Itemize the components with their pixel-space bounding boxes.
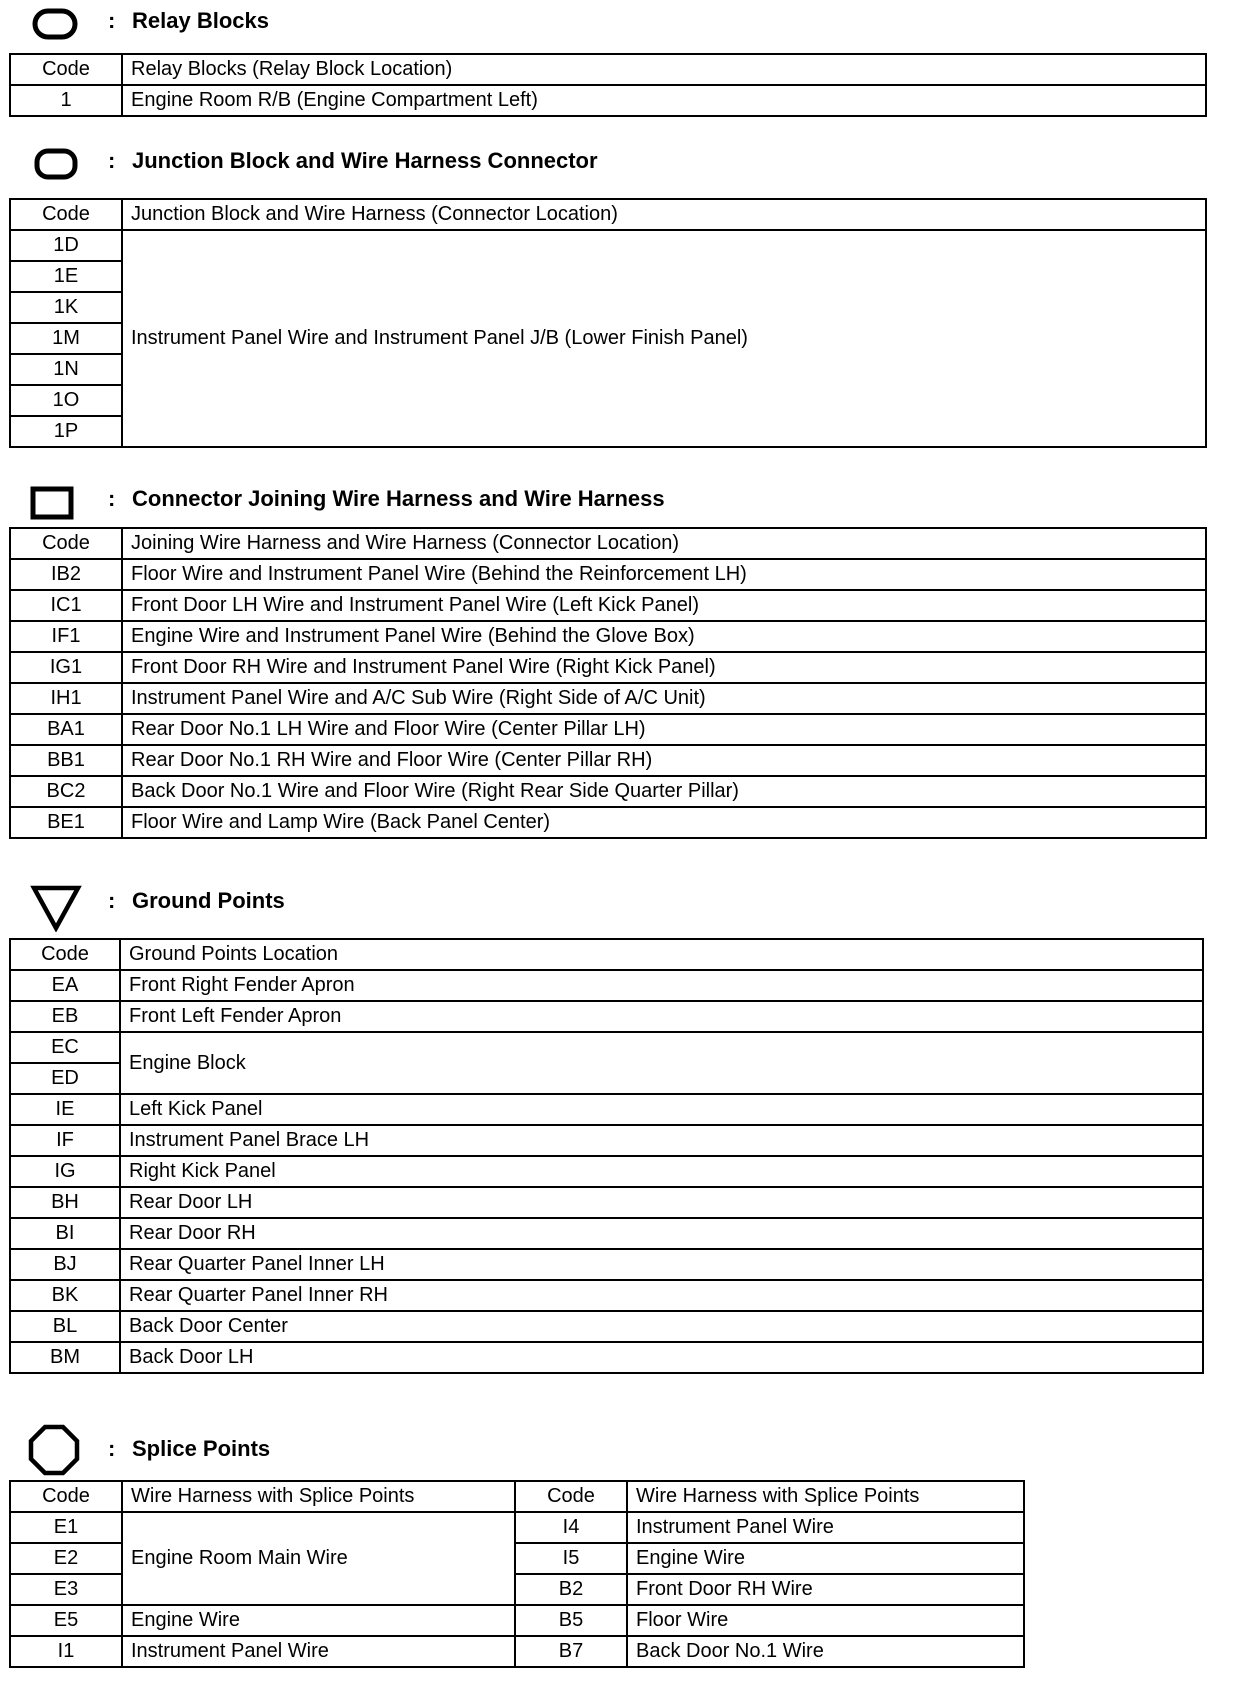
code-cell: B2 <box>515 1574 627 1605</box>
desc-cell: Back Door LH <box>120 1342 1203 1373</box>
table-row <box>10 1218 1203 1249</box>
table-row <box>10 85 1206 116</box>
code-cell: 1 <box>10 85 122 116</box>
desc-cell: Left Kick Panel <box>120 1094 1203 1125</box>
code-cell: IH1 <box>10 683 122 714</box>
table-row <box>10 1636 1024 1667</box>
junction-title: Junction Block and Wire Harness Connector <box>132 148 598 173</box>
code-cell: 1M <box>10 323 122 354</box>
table-header-row <box>10 1481 1024 1512</box>
splice-title: Splice Points <box>132 1436 271 1461</box>
code-cell: IC1 <box>10 590 122 621</box>
code-cell: 1N <box>10 354 122 385</box>
desc-cell: Front Left Fender Apron <box>120 1001 1203 1032</box>
code-cell: E2 <box>10 1543 122 1574</box>
rounded-oval-icon <box>32 8 78 40</box>
desc-cell: Back Door No.1 Wire <box>627 1636 1024 1667</box>
code-cell: IG1 <box>10 652 122 683</box>
ground-title: Ground Points <box>132 888 285 913</box>
header-desc: Relay Blocks (Relay Block Location) <box>122 54 1206 85</box>
table-row <box>10 1311 1203 1342</box>
code-cell: E5 <box>10 1605 122 1636</box>
header-code: Code <box>10 199 122 230</box>
table-row <box>10 1605 1024 1636</box>
code-cell: ED <box>10 1063 120 1094</box>
table-row <box>10 1156 1203 1187</box>
desc-cell: Rear Door RH <box>120 1218 1203 1249</box>
table-row <box>10 1249 1203 1280</box>
code-cell: BL <box>10 1311 120 1342</box>
table-row <box>10 559 1206 590</box>
table-row <box>10 714 1206 745</box>
table-header-row <box>10 199 1206 230</box>
table-header-row <box>10 54 1206 85</box>
code-cell: 1D <box>10 230 122 261</box>
desc-cell: Front Right Fender Apron <box>120 970 1203 1001</box>
code-cell: I1 <box>10 1636 122 1667</box>
code-cell: EB <box>10 1001 120 1032</box>
desc-cell: Instrument Panel Wire <box>122 1636 515 1667</box>
table-row <box>10 1125 1203 1156</box>
code-cell: BE1 <box>10 807 122 838</box>
header-desc: Wire Harness with Splice Points <box>122 1481 515 1512</box>
connector-title: Connector Joining Wire Harness and Wire Harness <box>132 486 665 511</box>
table-row <box>10 652 1206 683</box>
desc-cell: Engine Block <box>120 1032 1203 1094</box>
relay-table <box>9 53 1207 117</box>
desc-cell: Rear Door No.1 LH Wire and Floor Wire (Center Pillar LH) <box>122 714 1206 745</box>
desc-cell: Back Door No.1 Wire and Floor Wire (Right Rear Side Quarter Pillar) <box>122 776 1206 807</box>
table-row <box>10 807 1206 838</box>
table-row <box>10 1187 1203 1218</box>
desc-cell: Floor Wire and Lamp Wire (Back Panel Center) <box>122 807 1206 838</box>
ground-colon: : <box>108 888 116 913</box>
square-icon <box>30 486 74 520</box>
table-row <box>10 683 1206 714</box>
code-cell: E3 <box>10 1574 122 1605</box>
table-row <box>10 590 1206 621</box>
table-row <box>10 1032 1203 1063</box>
desc-cell: Front Door RH Wire and Instrument Panel Wire (Right Kick Panel) <box>122 652 1206 683</box>
code-cell: E1 <box>10 1512 122 1543</box>
junction-table <box>9 198 1207 448</box>
desc-cell: Engine Wire <box>627 1543 1024 1574</box>
code-cell: IE <box>10 1094 120 1125</box>
table-header-row <box>10 528 1206 559</box>
desc-cell: Instrument Panel Wire <box>627 1512 1024 1543</box>
code-cell: BH <box>10 1187 120 1218</box>
code-cell: B5 <box>515 1605 627 1636</box>
splice-colon: : <box>108 1436 116 1461</box>
header-code: Code <box>10 54 122 85</box>
header-code: Code <box>10 939 120 970</box>
desc-cell: Front Door LH Wire and Instrument Panel Wire (Left Kick Panel) <box>122 590 1206 621</box>
desc-cell: Rear Quarter Panel Inner LH <box>120 1249 1203 1280</box>
code-cell: BC2 <box>10 776 122 807</box>
table-row <box>10 745 1206 776</box>
code-cell: IG <box>10 1156 120 1187</box>
code-cell: 1P <box>10 416 122 447</box>
header-code: Code <box>10 1481 122 1512</box>
code-cell: I4 <box>515 1512 627 1543</box>
desc-cell: Engine Room Main Wire <box>122 1512 515 1605</box>
code-cell: I5 <box>515 1543 627 1574</box>
code-cell: BK <box>10 1280 120 1311</box>
header-desc: Joining Wire Harness and Wire Harness (Connector Location) <box>122 528 1206 559</box>
junction-colon: : <box>108 148 116 173</box>
desc-cell: Instrument Panel Brace LH <box>120 1125 1203 1156</box>
desc-cell: Engine Wire and Instrument Panel Wire (Behind the Glove Box) <box>122 621 1206 652</box>
desc-cell: Engine Room R/B (Engine Compartment Left) <box>122 85 1206 116</box>
code-cell: IF <box>10 1125 120 1156</box>
desc-cell: Front Door RH Wire <box>627 1574 1024 1605</box>
table-header-row <box>10 939 1203 970</box>
table-row <box>10 1094 1203 1125</box>
code-cell: 1E <box>10 261 122 292</box>
code-cell: BA1 <box>10 714 122 745</box>
desc-cell: Instrument Panel Wire and A/C Sub Wire (Right Side of A/C Unit) <box>122 683 1206 714</box>
table-row <box>10 776 1206 807</box>
desc-cell: Right Kick Panel <box>120 1156 1203 1187</box>
connector-table <box>9 527 1207 839</box>
desc-cell: Floor Wire and Instrument Panel Wire (Behind the Reinforcement LH) <box>122 559 1206 590</box>
table-row <box>10 1280 1203 1311</box>
table-row <box>10 1512 1024 1543</box>
header-code: Code <box>515 1481 627 1512</box>
desc-cell: Rear Door LH <box>120 1187 1203 1218</box>
desc-cell: Instrument Panel Wire and Instrument Panel J/B (Lower Finish Panel) <box>122 230 1206 447</box>
octagon-icon <box>28 1424 80 1476</box>
code-cell: EC <box>10 1032 120 1063</box>
code-cell: EA <box>10 970 120 1001</box>
desc-cell: Floor Wire <box>627 1605 1024 1636</box>
header-desc: Junction Block and Wire Harness (Connector Location) <box>122 199 1206 230</box>
table-row <box>10 621 1206 652</box>
code-cell: BI <box>10 1218 120 1249</box>
splice-table <box>9 1480 1025 1668</box>
table-row <box>10 230 1206 261</box>
table-row <box>10 1001 1203 1032</box>
header-code: Code <box>10 528 122 559</box>
desc-cell: Engine Wire <box>122 1605 515 1636</box>
table-row <box>10 1342 1203 1373</box>
code-cell: BB1 <box>10 745 122 776</box>
rounded-rect-icon <box>34 148 78 180</box>
desc-cell: Back Door Center <box>120 1311 1203 1342</box>
code-cell: 1O <box>10 385 122 416</box>
code-cell: BJ <box>10 1249 120 1280</box>
desc-cell: Rear Door No.1 RH Wire and Floor Wire (Center Pillar RH) <box>122 745 1206 776</box>
table-row <box>10 970 1203 1001</box>
triangle-down-icon <box>30 884 82 932</box>
header-desc: Wire Harness with Splice Points <box>627 1481 1024 1512</box>
code-cell: 1K <box>10 292 122 323</box>
relay-title: Relay Blocks <box>132 8 269 33</box>
code-cell: IF1 <box>10 621 122 652</box>
connector-colon: : <box>108 486 116 511</box>
desc-cell: Rear Quarter Panel Inner RH <box>120 1280 1203 1311</box>
code-cell: B7 <box>515 1636 627 1667</box>
header-desc: Ground Points Location <box>120 939 1203 970</box>
ground-table <box>9 938 1204 1374</box>
relay-colon: : <box>108 8 116 33</box>
code-cell: IB2 <box>10 559 122 590</box>
code-cell: BM <box>10 1342 120 1373</box>
